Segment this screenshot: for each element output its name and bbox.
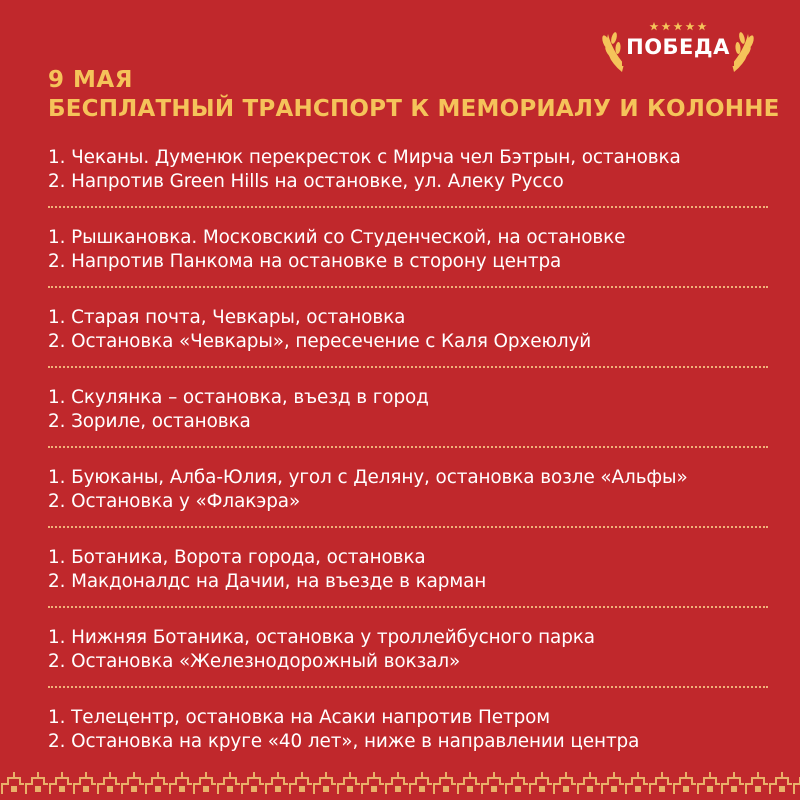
route-line: 1. Чеканы. Думенюк перекресток с Мирча чел Бэтрын, остановка	[48, 147, 681, 168]
header	[48, 66, 780, 124]
route-group	[48, 306, 768, 386]
route-line: 1. Телецентр, остановка на Асаки напротив Петром	[48, 707, 551, 728]
page-title: БЕСПЛАТНЫЙ ТРАНСПОРТ К МЕМОРИАЛУ И КОЛОННЕ	[48, 96, 780, 122]
ornament-border	[0, 770, 800, 800]
route-line: 1. Ботаника, Ворота города, остановка	[48, 547, 426, 568]
route-line: 2. Остановка «Железнодорожный вокзал»	[48, 651, 461, 672]
date-heading: 9 МАЯ	[48, 67, 133, 93]
logo-text: ПОБЕДА	[626, 35, 730, 59]
route-line: 1. Буюканы, Алба-Юлия, угол с Деляну, остановка возле «Альфы»	[48, 467, 688, 488]
route-list	[48, 146, 768, 786]
dotted-separator	[48, 446, 768, 448]
route-line: 1. Старая почта, Чевкары, остановка	[48, 307, 406, 328]
route-group	[48, 546, 768, 626]
dotted-separator	[48, 686, 768, 688]
route-line: 2. Напротив Green Hills на остановке, ул. Алеку Руссо	[48, 171, 564, 192]
route-group	[48, 146, 768, 226]
route-group	[48, 386, 768, 466]
dotted-separator	[48, 206, 768, 208]
route-line: 2. Напротив Панкома на остановке в сторону центра	[48, 251, 562, 272]
route-group	[48, 226, 768, 306]
route-line: 1. Нижняя Ботаника, остановка у троллейбусного парка	[48, 627, 595, 648]
dotted-separator	[48, 606, 768, 608]
route-line: 2. Остановка у «Флакэра»	[48, 491, 301, 512]
stars-icon	[650, 22, 707, 30]
route-group	[48, 466, 768, 546]
route-line: 2. Зориле, остановка	[48, 411, 251, 432]
route-line: 2. Макдоналдс на Дачии, на въезде в карман	[48, 571, 487, 592]
route-group	[48, 626, 768, 706]
dotted-separator	[48, 286, 768, 288]
dotted-separator	[48, 366, 768, 368]
dotted-separator	[48, 526, 768, 528]
route-line: 1. Скулянка – остановка, въезд в город	[48, 387, 429, 408]
route-line: 2. Остановка на круге «40 лет», ниже в направлении центра	[48, 731, 640, 752]
route-line: 2. Остановка «Чевкары», пересечение с Каля Орхеюлуй	[48, 331, 592, 352]
route-line: 1. Рышкановка. Московский со Студенческой, на остановке	[48, 227, 626, 248]
